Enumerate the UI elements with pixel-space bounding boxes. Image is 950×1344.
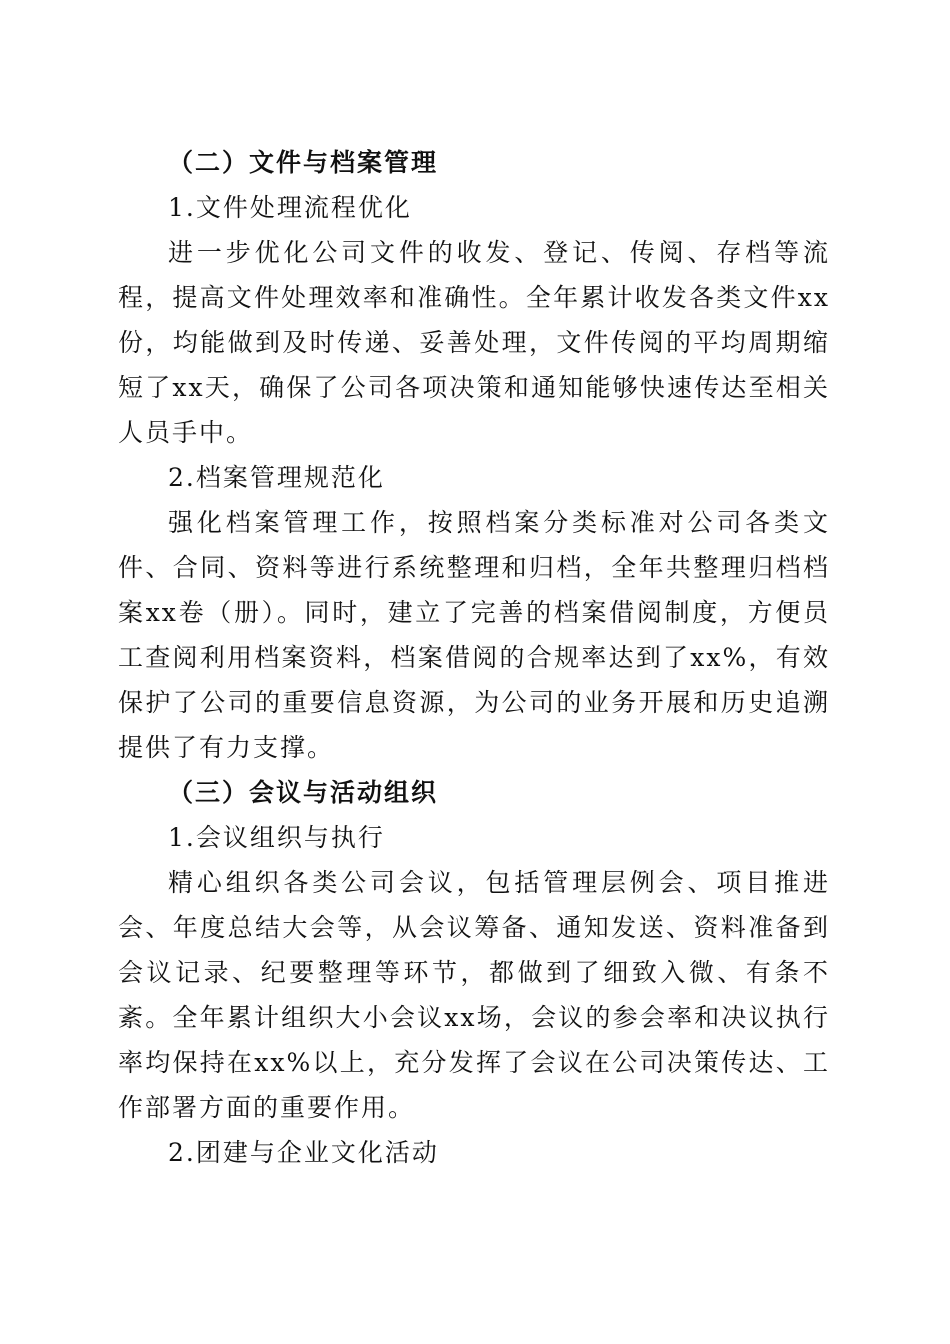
document-page xyxy=(118,140,830,1175)
paragraph-meeting-organization xyxy=(118,860,830,1130)
section-heading-meetings: （三）会议与活动组织 xyxy=(168,778,439,807)
sub-heading-meeting-organization: 1.会议组织与执行 xyxy=(168,823,385,852)
section-heading-files: （二）文件与档案管理 xyxy=(168,148,439,177)
sub-heading-team-building: 2.团建与企业文化活动 xyxy=(168,1138,439,1167)
paragraph-file-processing xyxy=(118,230,830,455)
paragraph-archive-management xyxy=(118,500,830,770)
sub-heading-archive-management: 2.档案管理规范化 xyxy=(168,463,385,492)
sub-heading-file-processing: 1.文件处理流程优化 xyxy=(168,193,412,222)
paragraph-text: 精心组织各类公司会议，包括管理层例会、项目推进会、年度总结大会等，从会议筹备、通知发送、资料准备到会议记录、纪要整理等环节，都做到了细致入微、有条不紊。全年累计组织大小会议xx场，会议的参会率和决议执行率均保持在xx%以上，充分发挥了会议在公司决策传达、工作部署方面的重要作用。 xyxy=(118,868,830,1122)
paragraph-text: 强化档案管理工作，按照档案分类标准对公司各类文件、合同、资料等进行系统整理和归档，全年共整理归档档案xx卷（册）。同时，建立了完善的档案借阅制度，方便员工查阅利用档案资料，档案借阅的合规率达到了xx%，有效保护了公司的重要信息资源，为公司的业务开展和历史追溯提供了有力支撑。 xyxy=(118,508,830,762)
paragraph-text: 进一步优化公司文件的收发、登记、传阅、存档等流程，提高文件处理效率和准确性。全年累计收发各类文件xx份，均能做到及时传递、妥善处理，文件传阅的平均周期缩短了xx天，确保了公司各项决策和通知能够快速传达至相关人员手中。 xyxy=(118,238,830,447)
